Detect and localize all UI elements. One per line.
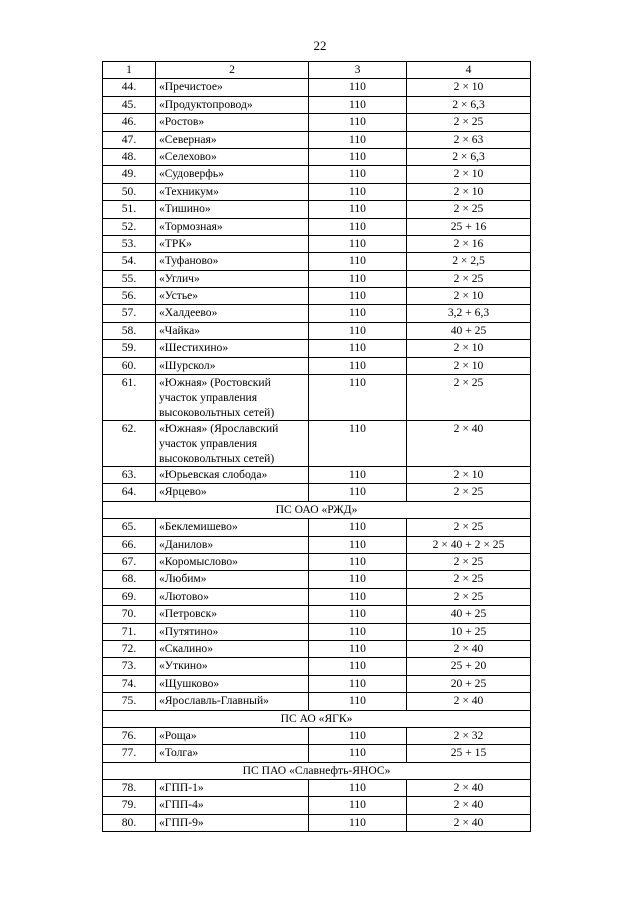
row-number: 71.	[103, 623, 156, 640]
table-row	[103, 148, 531, 165]
transformer-power-cell: 25 + 15	[407, 745, 531, 762]
row-number: 61.	[103, 375, 156, 421]
voltage-cell: 110	[309, 166, 407, 183]
row-number: 75.	[103, 693, 156, 710]
substation-name: «Скалино»	[156, 640, 309, 657]
row-number: 73.	[103, 658, 156, 675]
transformer-power-cell: 2 × 6,3	[407, 148, 531, 165]
substation-name: «Южная» (Ярославский участок управления высоковольтных сетей)	[156, 421, 309, 467]
table-row	[103, 571, 531, 588]
table-row	[103, 375, 531, 421]
substation-name: «Судоверфь»	[156, 166, 309, 183]
table-row	[103, 357, 531, 374]
row-number: 51.	[103, 201, 156, 218]
substation-name: «ГПП-9»	[156, 814, 309, 831]
row-number: 44.	[103, 79, 156, 96]
voltage-cell: 110	[309, 96, 407, 113]
transformer-power-cell: 2 × 10	[407, 166, 531, 183]
row-number: 66.	[103, 536, 156, 553]
transformer-power-cell: 2 × 40	[407, 693, 531, 710]
table-row	[103, 536, 531, 553]
substation-name: «Северная»	[156, 131, 309, 148]
transformer-power-cell: 2 × 10	[407, 357, 531, 374]
table-row	[103, 467, 531, 484]
substation-name: «Устье»	[156, 288, 309, 305]
table-row	[103, 693, 531, 710]
transformer-power-cell: 2 × 25	[407, 588, 531, 605]
substation-name: «Роща»	[156, 727, 309, 744]
transformer-power-cell: 2 × 40	[407, 640, 531, 657]
voltage-cell: 110	[309, 745, 407, 762]
row-number: 50.	[103, 183, 156, 200]
transformer-power-cell: 2 × 10	[407, 340, 531, 357]
transformer-power-cell: 2 × 63	[407, 131, 531, 148]
voltage-cell: 110	[309, 218, 407, 235]
substation-name: «Путятино»	[156, 623, 309, 640]
transformer-power-cell: 2 × 40	[407, 780, 531, 797]
transformer-power-cell: 40 + 25	[407, 322, 531, 339]
voltage-cell: 110	[309, 519, 407, 536]
table-row	[103, 588, 531, 605]
table-row	[103, 797, 531, 814]
voltage-cell: 110	[309, 780, 407, 797]
row-number: 56.	[103, 288, 156, 305]
transformer-power-cell: 2 × 10	[407, 288, 531, 305]
substation-name: «Любим»	[156, 571, 309, 588]
transformer-power-cell: 2 × 25	[407, 270, 531, 287]
voltage-cell: 110	[309, 675, 407, 692]
row-number: 67.	[103, 553, 156, 570]
table-row	[103, 183, 531, 200]
row-number: 68.	[103, 571, 156, 588]
table-row	[103, 553, 531, 570]
transformer-power-cell: 40 + 25	[407, 606, 531, 623]
table-row	[103, 201, 531, 218]
transformer-power-cell: 2 × 40	[407, 814, 531, 831]
substation-name: «Продуктопровод»	[156, 96, 309, 113]
table-row	[103, 421, 531, 467]
table-row	[103, 658, 531, 675]
transformer-power-cell: 20 + 25	[407, 675, 531, 692]
voltage-cell: 110	[309, 305, 407, 322]
section-title: ПС ОАО «РЖД»	[103, 501, 531, 518]
voltage-cell: 110	[309, 814, 407, 831]
table-row	[103, 305, 531, 322]
table-row	[103, 675, 531, 692]
substation-name: «Селехово»	[156, 148, 309, 165]
substation-name: «Халдеево»	[156, 305, 309, 322]
transformer-power-cell: 2 × 25	[407, 201, 531, 218]
table-row	[103, 780, 531, 797]
transformer-power-cell: 2 × 40 + 2 × 25	[407, 536, 531, 553]
row-number: 47.	[103, 131, 156, 148]
row-number: 63.	[103, 467, 156, 484]
voltage-cell: 110	[309, 484, 407, 501]
row-number: 55.	[103, 270, 156, 287]
transformer-power-cell: 2 × 10	[407, 79, 531, 96]
transformer-power-cell: 2 × 25	[407, 375, 531, 421]
transformer-power-cell: 2 × 25	[407, 114, 531, 131]
table-body	[103, 62, 531, 832]
transformer-power-cell: 2 × 2,5	[407, 253, 531, 270]
transformer-power-cell: 10 + 25	[407, 623, 531, 640]
column-header: 4	[407, 62, 531, 79]
table-row	[103, 235, 531, 252]
table-row	[103, 166, 531, 183]
table-row	[103, 606, 531, 623]
transformer-power-cell: 25 + 20	[407, 658, 531, 675]
row-number: 80.	[103, 814, 156, 831]
row-number: 53.	[103, 235, 156, 252]
substation-name: «Щушково»	[156, 675, 309, 692]
transformer-power-cell: 2 × 10	[407, 183, 531, 200]
substation-name: «Тишино»	[156, 201, 309, 218]
row-number: 45.	[103, 96, 156, 113]
row-number: 57.	[103, 305, 156, 322]
table-row	[103, 131, 531, 148]
transformer-power-cell: 2 × 40	[407, 797, 531, 814]
table-row	[103, 218, 531, 235]
voltage-cell: 110	[309, 201, 407, 218]
substation-name: «Шестихино»	[156, 340, 309, 357]
row-number: 76.	[103, 727, 156, 744]
substation-name: «Коромыслово»	[156, 553, 309, 570]
substation-name: «Лютово»	[156, 588, 309, 605]
row-number: 72.	[103, 640, 156, 657]
row-number: 62.	[103, 421, 156, 467]
row-number: 78.	[103, 780, 156, 797]
row-number: 54.	[103, 253, 156, 270]
table-row	[103, 519, 531, 536]
row-number: 52.	[103, 218, 156, 235]
substation-name: «Чайка»	[156, 322, 309, 339]
section-header-row	[103, 762, 531, 779]
row-number: 58.	[103, 322, 156, 339]
voltage-cell: 110	[309, 340, 407, 357]
substation-name: «Ярцево»	[156, 484, 309, 501]
transformer-power-cell: 2 × 25	[407, 519, 531, 536]
column-header: 1	[103, 62, 156, 79]
transformer-power-cell: 3,2 + 6,3	[407, 305, 531, 322]
page-number: 22	[313, 38, 327, 53]
table-header-row	[103, 62, 531, 79]
transformer-power-cell: 2 × 32	[407, 727, 531, 744]
transformer-power-cell: 2 × 6,3	[407, 96, 531, 113]
voltage-cell: 110	[309, 148, 407, 165]
table-row	[103, 114, 531, 131]
table-row	[103, 253, 531, 270]
voltage-cell: 110	[309, 79, 407, 96]
row-number: 79.	[103, 797, 156, 814]
voltage-cell: 110	[309, 253, 407, 270]
table-row	[103, 727, 531, 744]
column-header: 2	[156, 62, 309, 79]
substation-name: «Уткино»	[156, 658, 309, 675]
row-number: 64.	[103, 484, 156, 501]
voltage-cell: 110	[309, 797, 407, 814]
substation-name: «Ярославль-Главный»	[156, 693, 309, 710]
voltage-cell: 110	[309, 235, 407, 252]
row-number: 48.	[103, 148, 156, 165]
substation-name: «Техникум»	[156, 183, 309, 200]
substations-table	[102, 61, 531, 832]
row-number: 60.	[103, 357, 156, 374]
table-row	[103, 340, 531, 357]
voltage-cell: 110	[309, 421, 407, 467]
row-number: 49.	[103, 166, 156, 183]
substation-name: «Шурскол»	[156, 357, 309, 374]
voltage-cell: 110	[309, 375, 407, 421]
row-number: 74.	[103, 675, 156, 692]
substation-name: «Южная» (Ростовский участок управления высоковольтных сетей)	[156, 375, 309, 421]
table-row	[103, 270, 531, 287]
substation-name: «Юрьевская слобода»	[156, 467, 309, 484]
substation-name: «Углич»	[156, 270, 309, 287]
substation-name: «Ростов»	[156, 114, 309, 131]
transformer-power-cell: 2 × 16	[407, 235, 531, 252]
row-number: 70.	[103, 606, 156, 623]
substation-name: «Туфаново»	[156, 253, 309, 270]
substation-name: «Пречистое»	[156, 79, 309, 96]
voltage-cell: 110	[309, 571, 407, 588]
section-header-row	[103, 710, 531, 727]
table-row	[103, 96, 531, 113]
substation-name: «Тормозная»	[156, 218, 309, 235]
voltage-cell: 110	[309, 467, 407, 484]
table-row	[103, 814, 531, 831]
section-title: ПС АО «ЯГК»	[103, 710, 531, 727]
table-row	[103, 79, 531, 96]
voltage-cell: 110	[309, 288, 407, 305]
voltage-cell: 110	[309, 536, 407, 553]
substation-name: «Данилов»	[156, 536, 309, 553]
transformer-power-cell: 25 + 16	[407, 218, 531, 235]
voltage-cell: 110	[309, 131, 407, 148]
substation-name: «Беклемишево»	[156, 519, 309, 536]
table-row	[103, 288, 531, 305]
substation-name: «ГПП-1»	[156, 780, 309, 797]
transformer-power-cell: 2 × 10	[407, 467, 531, 484]
voltage-cell: 110	[309, 588, 407, 605]
table-row	[103, 623, 531, 640]
table-row	[103, 484, 531, 501]
section-title: ПС ПАО «Славнефть-ЯНОС»	[103, 762, 531, 779]
voltage-cell: 110	[309, 658, 407, 675]
table-row	[103, 322, 531, 339]
row-number: 65.	[103, 519, 156, 536]
voltage-cell: 110	[309, 357, 407, 374]
table-row	[103, 745, 531, 762]
section-header-row	[103, 501, 531, 518]
transformer-power-cell: 2 × 25	[407, 571, 531, 588]
voltage-cell: 110	[309, 270, 407, 287]
substation-name: «ГПП-4»	[156, 797, 309, 814]
substation-name: «Петровск»	[156, 606, 309, 623]
voltage-cell: 110	[309, 114, 407, 131]
substation-name: «Толга»	[156, 745, 309, 762]
substation-name: «ТРК»	[156, 235, 309, 252]
row-number: 59.	[103, 340, 156, 357]
voltage-cell: 110	[309, 693, 407, 710]
row-number: 69.	[103, 588, 156, 605]
voltage-cell: 110	[309, 606, 407, 623]
table-row	[103, 640, 531, 657]
column-header: 3	[309, 62, 407, 79]
row-number: 46.	[103, 114, 156, 131]
voltage-cell: 110	[309, 640, 407, 657]
transformer-power-cell: 2 × 25	[407, 484, 531, 501]
voltage-cell: 110	[309, 553, 407, 570]
row-number: 77.	[103, 745, 156, 762]
voltage-cell: 110	[309, 623, 407, 640]
voltage-cell: 110	[309, 322, 407, 339]
voltage-cell: 110	[309, 727, 407, 744]
voltage-cell: 110	[309, 183, 407, 200]
transformer-power-cell: 2 × 25	[407, 553, 531, 570]
transformer-power-cell: 2 × 40	[407, 421, 531, 467]
